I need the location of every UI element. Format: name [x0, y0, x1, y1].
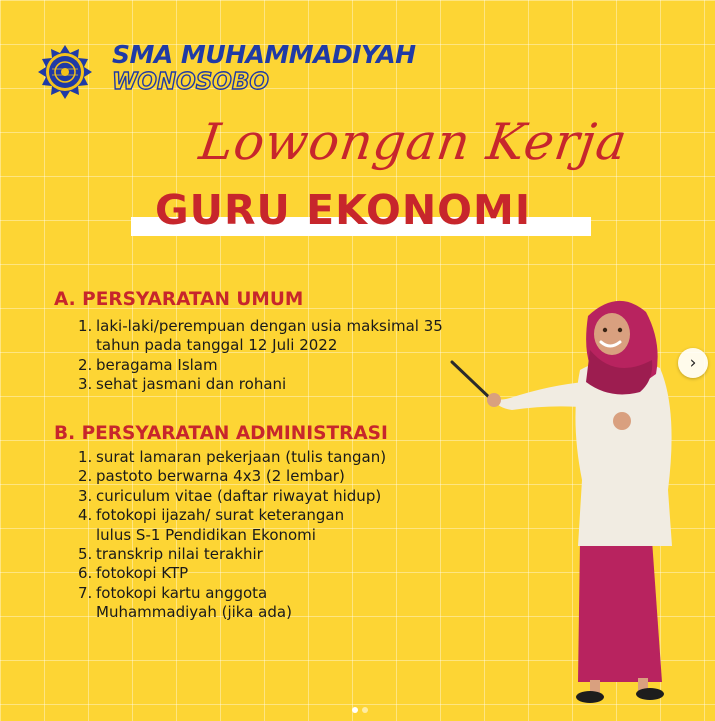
list-item: 2. pastoto berwarna 4x3 (2 lembar)	[78, 467, 345, 486]
carousel-indicator	[350, 698, 370, 717]
list-item: 3. sehat jasmani dan rohani	[78, 375, 287, 394]
list-item: 1. surat lamaran pekerjaan (tulis tangan)	[78, 448, 387, 466]
list-item: 1. laki-laki/perempuan dengan usia maksimal 35 tahun pada tanggal 12 Juli 2022	[78, 317, 443, 355]
teacher-illustration	[440, 290, 680, 710]
section-b-heading: B. PERSYARATAN ADMINISTRASI	[54, 423, 388, 444]
chevron-right-icon: ›	[689, 353, 697, 373]
list-item: 5. transkrip nilai terakhir	[78, 545, 263, 564]
script-title: Lowongan Kerja	[195, 113, 632, 171]
list-item: 6. fotokopi KTP	[78, 564, 189, 583]
next-slide-button[interactable]	[678, 348, 708, 378]
list-item: 7. fotokopi kartu anggota Muhammadiyah (jika ada)	[78, 583, 292, 622]
carousel-dot	[362, 707, 368, 713]
section-a-heading: A. PERSYARATAN UMUM	[54, 289, 304, 310]
list-item: 4. fotokopi ijazah/ surat keterangan lulus S-1 Pendidikan Ekonomi	[78, 506, 345, 544]
main-title: GURU EKONOMI	[155, 186, 532, 234]
list-item: 2. beragama Islam	[78, 355, 218, 374]
school-city: WONOSOBO	[112, 69, 269, 95]
school-name: SMA MUHAMMADIYAH	[112, 40, 416, 69]
section-b-list	[78, 448, 386, 623]
school-logo-icon	[37, 44, 93, 100]
section-a-list	[78, 317, 443, 395]
carousel-dot-active	[352, 707, 358, 713]
list-item: 3. curiculum vitae (daftar riwayat hidup)	[78, 486, 382, 505]
